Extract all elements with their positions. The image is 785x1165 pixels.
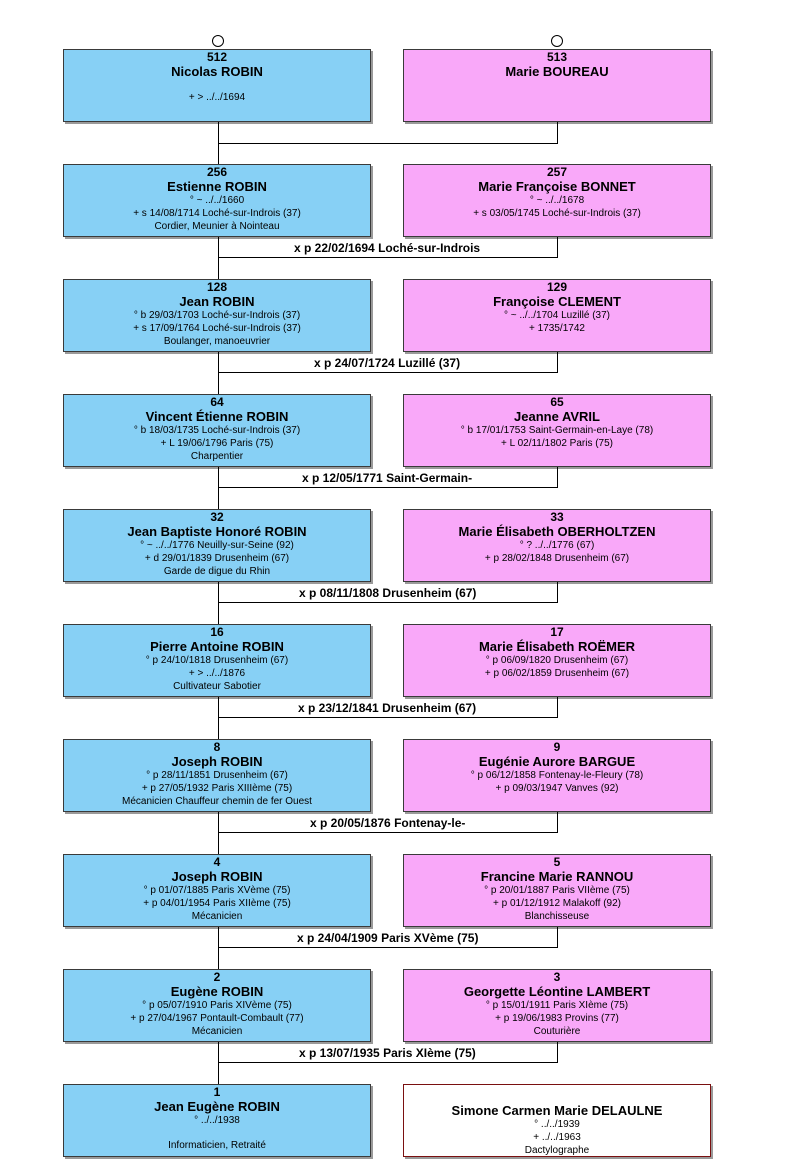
marriage-label: x p 24/07/1724 Luzillé (37)	[314, 356, 461, 370]
person-detail: Mécanicien	[191, 911, 243, 922]
connector-horizontal	[218, 717, 558, 718]
person-detail: Garde de digue du Rhin	[163, 566, 271, 577]
sosa-number: 256	[206, 165, 228, 179]
person-name: Marie Élisabeth OBERHOLTZEN	[458, 524, 656, 539]
connector-vertical	[557, 927, 558, 947]
marriage-label: x p 08/11/1808 Drusenheim (67)	[299, 586, 477, 600]
connector-vertical	[557, 352, 558, 372]
mother-box-65[interactable]	[403, 394, 711, 467]
person-detail: Informaticien, Retraité	[168, 1140, 266, 1151]
marriage-label: x p 23/12/1841 Drusenheim (67)	[298, 701, 477, 715]
father-box-512[interactable]	[63, 49, 371, 122]
sosa-number: 2	[213, 970, 221, 984]
person-detail: ° p 06/12/1858 Fontenay-le-Fleury (78)	[470, 770, 644, 781]
person-name: Joseph ROBIN	[171, 869, 263, 884]
sosa-number: 9	[553, 740, 561, 754]
connector-vertical	[557, 122, 558, 143]
sosa-number: 513	[546, 50, 568, 64]
person-name: Joseph ROBIN	[171, 754, 263, 769]
sosa-number: 16	[210, 625, 224, 639]
connector-vertical	[218, 927, 219, 969]
person-detail: + p 19/06/1983 Provins (77)	[495, 1013, 619, 1024]
person-detail: ° ~ ../../1660	[189, 195, 245, 206]
person-detail: Cordier, Meunier à Nointeau	[154, 221, 280, 232]
marriage-label: x p 20/05/1876 Fontenay-le-	[310, 816, 466, 830]
detail-spacer	[64, 1127, 370, 1139]
connector-vertical	[218, 812, 219, 854]
person-name: Estienne ROBIN	[167, 179, 267, 194]
connector-horizontal	[218, 372, 558, 373]
person-name: Jean Eugène ROBIN	[154, 1099, 280, 1114]
person-detail: + 1735/1742	[529, 323, 585, 334]
sosa-number: 128	[206, 280, 228, 294]
person-detail: ° b 17/01/1753 Saint-Germain-en-Laye (78)	[460, 425, 654, 436]
person-name: Georgette Léontine LAMBERT	[463, 984, 651, 999]
sosa-number: 32	[210, 510, 224, 524]
marriage-label: x p 13/07/1935 Paris XIème (75)	[299, 1046, 476, 1060]
person-name: Marie BOUREAU	[505, 64, 609, 79]
connector-horizontal	[218, 1062, 558, 1063]
sosa-number: 1	[213, 1085, 221, 1099]
connector-vertical	[557, 812, 558, 832]
person-detail: ° ? ../../1776 (67)	[519, 540, 595, 551]
person-name: Eugénie Aurore BARGUE	[478, 754, 636, 769]
connector-vertical	[218, 467, 219, 509]
person-detail: + s 17/09/1764 Loché-sur-Indrois (37)	[133, 323, 301, 334]
sosa-number: 5	[553, 855, 561, 869]
sosa-number: 17	[550, 625, 564, 639]
mother-box-33[interactable]	[403, 509, 711, 582]
person-detail: + p 06/02/1859 Drusenheim (67)	[484, 668, 630, 679]
person-name: Françoise CLEMENT	[493, 294, 621, 309]
person-detail: + p 27/05/1932 Paris XIIIème (75)	[141, 783, 293, 794]
connector-vertical	[557, 467, 558, 487]
person-name: Nicolas ROBIN	[171, 64, 263, 79]
person-detail: Boulanger, manoeuvrier	[163, 336, 271, 347]
connector-vertical	[218, 697, 219, 739]
mother-box-129[interactable]	[403, 279, 711, 352]
mother-box-spouse[interactable]	[403, 1084, 711, 1157]
sosa-number: 65	[550, 395, 564, 409]
father-box-8[interactable]	[63, 739, 371, 812]
father-box-256[interactable]	[63, 164, 371, 237]
father-box-1[interactable]	[63, 1084, 371, 1157]
connector-horizontal	[218, 832, 558, 833]
person-detail: ° p 20/01/1887 Paris VIIème (75)	[484, 885, 630, 896]
connector-horizontal	[218, 487, 558, 488]
sosa-number: 4	[213, 855, 221, 869]
connector-horizontal	[218, 602, 558, 603]
person-detail: + ../../1963	[533, 1132, 581, 1143]
person-detail: + p 27/04/1967 Pontault-Combault (77)	[130, 1013, 304, 1024]
person-detail: ° p 01/07/1885 Paris XVème (75)	[143, 885, 291, 896]
sosa-number: 33	[550, 510, 564, 524]
person-name: Simone Carmen Marie DELAULNE	[451, 1103, 663, 1118]
connector-vertical	[557, 237, 558, 257]
marriage-label: x p 22/02/1694 Loché-sur-Indrois	[294, 241, 481, 255]
person-name: Jean Baptiste Honoré ROBIN	[127, 524, 307, 539]
person-name: Eugène ROBIN	[170, 984, 264, 999]
sosa-number: 8	[213, 740, 221, 754]
sosa-number: 257	[546, 165, 568, 179]
person-detail: ° ~ ../../1776 Neuilly-sur-Seine (92)	[140, 540, 294, 551]
sosa-number: 3	[553, 970, 561, 984]
connector-vertical	[557, 697, 558, 717]
person-detail: + s 03/05/1745 Loché-sur-Indrois (37)	[473, 208, 641, 219]
mother-box-513[interactable]	[403, 49, 711, 122]
mother-box-5[interactable]	[403, 854, 711, 927]
person-name: Marie Françoise BONNET	[478, 179, 636, 194]
person-name: Marie Élisabeth ROËMER	[478, 639, 636, 654]
mother-box-3[interactable]	[403, 969, 711, 1042]
connector-vertical	[218, 352, 219, 394]
person-detail: + p 09/03/1947 Vanves (92)	[495, 783, 619, 794]
connector-vertical	[557, 582, 558, 602]
mother-box-17[interactable]	[403, 624, 711, 697]
person-detail: ° p 28/11/1851 Drusenheim (67)	[146, 770, 288, 781]
person-detail: ° p 05/07/1910 Paris XIVème (75)	[142, 1000, 292, 1011]
marriage-label: x p 12/05/1771 Saint-Germain-	[302, 471, 473, 485]
person-detail: ° p 15/01/1911 Paris XIème (75)	[485, 1000, 629, 1011]
father-box-2[interactable]	[63, 969, 371, 1042]
person-name: Pierre Antoine ROBIN	[150, 639, 284, 654]
person-detail: Blanchisseuse	[524, 911, 590, 922]
person-detail: Charpentier	[190, 451, 244, 462]
person-detail: Mécanicien Chauffeur chemin de fer Ouest	[122, 796, 312, 807]
connector-horizontal	[218, 143, 558, 144]
person-detail: + L 02/11/1802 Paris (75)	[500, 438, 614, 449]
person-detail: ° p 24/10/1818 Drusenheim (67)	[145, 655, 289, 666]
person-detail: Couturière	[533, 1026, 581, 1037]
person-detail: + p 28/02/1848 Drusenheim (67)	[484, 553, 630, 564]
person-detail: Mécanicien	[191, 1026, 243, 1037]
sosa-number: 512	[206, 50, 228, 64]
person-name: Jean ROBIN	[179, 294, 255, 309]
mother-box-257[interactable]	[403, 164, 711, 237]
connector-vertical	[218, 582, 219, 624]
father-box-64[interactable]	[63, 394, 371, 467]
mother-box-9[interactable]	[403, 739, 711, 812]
person-detail: Dactylographe	[524, 1145, 590, 1156]
person-detail: + p 04/01/1954 Paris XIIème (75)	[143, 898, 291, 909]
person-detail: ° ~ ../../1678	[529, 195, 585, 206]
unknown-mother-marker[interactable]	[551, 35, 563, 47]
connector-vertical	[218, 237, 219, 279]
person-detail: + p 01/12/1912 Malakoff (92)	[493, 898, 621, 909]
person-detail: ° ../../1938	[194, 1115, 240, 1126]
person-detail: + > ../../1876	[188, 668, 246, 679]
connector-horizontal	[218, 257, 558, 258]
person-detail: + s 14/08/1714 Loché-sur-Indrois (37)	[133, 208, 301, 219]
father-box-128[interactable]	[63, 279, 371, 352]
person-name: Vincent Étienne ROBIN	[145, 409, 289, 424]
person-detail: + L 19/06/1796 Paris (75)	[160, 438, 274, 449]
person-detail: Cultivateur Sabotier	[173, 681, 261, 692]
father-box-4[interactable]	[63, 854, 371, 927]
father-box-32[interactable]	[63, 509, 371, 582]
person-name: Jeanne AVRIL	[514, 409, 600, 424]
person-detail: ° b 29/03/1703 Loché-sur-Indrois (37)	[133, 310, 301, 321]
person-detail: ° ../../1939	[534, 1119, 580, 1130]
detail-spacer	[64, 79, 370, 91]
person-detail: + d 29/01/1839 Drusenheim (67)	[144, 553, 290, 564]
person-detail: + > ../../1694	[188, 92, 246, 103]
connector-vertical	[218, 1042, 219, 1084]
marriage-label: x p 24/04/1909 Paris XVème (75)	[297, 931, 479, 945]
sosa-number: 64	[210, 395, 224, 409]
sosa-number: 129	[546, 280, 568, 294]
person-detail: ° ~ ../../1704 Luzillé (37)	[503, 310, 610, 321]
person-name: Francine Marie RANNOU	[480, 869, 634, 884]
connector-vertical	[557, 1042, 558, 1062]
unknown-father-marker[interactable]	[212, 35, 224, 47]
connector-horizontal	[218, 947, 558, 948]
father-box-16[interactable]	[63, 624, 371, 697]
person-detail: ° b 18/03/1735 Loché-sur-Indrois (37)	[133, 425, 301, 436]
person-detail: ° p 06/09/1820 Drusenheim (67)	[485, 655, 629, 666]
